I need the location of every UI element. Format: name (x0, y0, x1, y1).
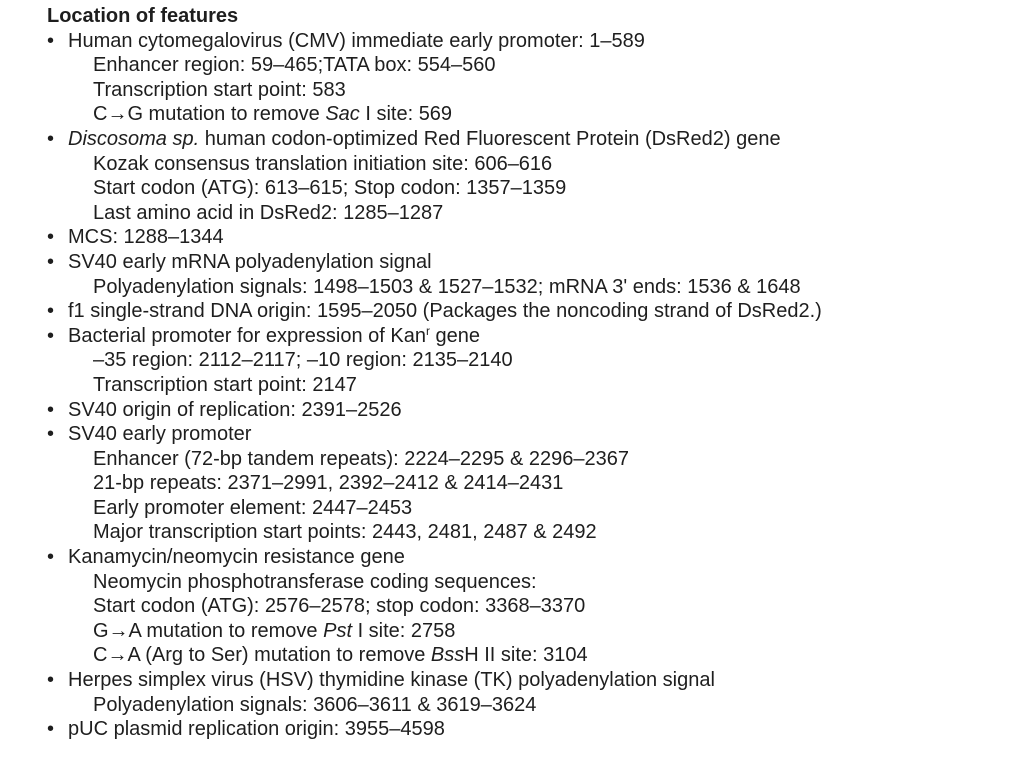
feature-item-text: Human cytomegalovirus (CMV) immediate early promoter: 1–589 (68, 29, 645, 52)
feature-document (47, 4, 1007, 742)
feature-item-text: MCS: 1288–1344 (68, 226, 224, 249)
feature-subitem-italic-text: Sac (325, 103, 360, 126)
feature-item (47, 398, 1007, 423)
feature-subitem-text: C→G mutation to remove (93, 103, 326, 126)
feature-subitem: 21-bp repeats: 2371–2991, 2392–2412 & 2414–2431 (93, 472, 564, 495)
feature-subitem-text: H II site: 3104 (464, 644, 588, 667)
feature-item (47, 225, 1007, 250)
superscript: r (425, 323, 430, 338)
feature-item-text: Bacterial promoter for expression of Kan (68, 324, 426, 347)
feature-item-text: Herpes simplex virus (HSV) thymidine kinase (TK) polyadenylation signal (68, 669, 715, 692)
feature-list (47, 29, 1007, 742)
feature-subitem (47, 643, 1007, 668)
feature-item-text: gene (429, 324, 481, 347)
feature-item (47, 717, 1007, 742)
feature-item-text: Kanamycin/neomycin resistance gene (68, 546, 405, 569)
feature-subitem: Polyadenylation signals: 3606–3611 & 3619–3624 (93, 693, 537, 716)
feature-subitem: Kozak consensus translation initiation site: 606–616 (93, 152, 553, 175)
feature-subitem-text: I site: 2758 (352, 619, 456, 642)
feature-item-text: f1 single-strand DNA origin: 1595–2050 (Packages the noncoding strand of DsRed2.) (68, 300, 822, 323)
bullet-icon: • (47, 398, 55, 421)
feature-subitem: Neomycin phosphotransferase coding sequences: (93, 570, 537, 593)
feature-subitem-text: G→A mutation to remove (93, 619, 324, 642)
bullet-icon: • (47, 29, 55, 52)
bullet-icon: • (47, 250, 55, 273)
bullet-icon: • (47, 669, 55, 692)
feature-subitem: Enhancer region: 59–465;TATA box: 554–560 (93, 54, 496, 77)
feature-item-text: pUC plasmid replication origin: 3955–4598 (68, 718, 445, 741)
document-title: Location of features (47, 5, 239, 27)
feature-item-text: human codon-optimized Red Fluorescent Protein (DsRed2) gene (199, 127, 781, 150)
bullet-icon: • (47, 546, 55, 569)
bullet-icon: • (47, 423, 55, 446)
bullet-icon: • (47, 300, 55, 323)
bullet-icon: • (47, 127, 55, 150)
feature-item-text: SV40 origin of replication: 2391–2526 (68, 398, 402, 421)
feature-subitem-italic-text: Pst (323, 619, 353, 642)
feature-subitem: Last amino acid in DsRed2: 1285–1287 (93, 201, 444, 224)
feature-subitem: Polyadenylation signals: 1498–1503 & 1527–1532; mRNA 3' ends: 1536 & 1648 (93, 275, 801, 298)
feature-subitem: –35 region: 2112–2117; –10 region: 2135–2140 (93, 349, 513, 372)
feature-subitem: Transcription start point: 583 (93, 78, 346, 101)
feature-item-text: SV40 early promoter (68, 423, 252, 446)
feature-subitem (47, 102, 1007, 127)
bullet-icon: • (47, 324, 55, 347)
feature-item (47, 422, 1007, 447)
feature-item (47, 127, 1007, 152)
feature-subitem-italic-text: Bss (430, 644, 465, 667)
feature-subitem-text: C→A (Arg to Ser) mutation to remove (93, 644, 431, 667)
feature-item (47, 324, 1007, 349)
feature-subitem: Early promoter element: 2447–2453 (93, 496, 413, 519)
bullet-icon: • (47, 718, 55, 741)
feature-subitem-text: I site: 569 (359, 103, 453, 126)
feature-subitem (47, 619, 1007, 644)
feature-subitem: Start codon (ATG): 2576–2578; stop codon: 3368–3370 (93, 595, 586, 618)
feature-item (47, 545, 1007, 570)
feature-item-text: SV40 early mRNA polyadenylation signal (68, 250, 432, 273)
feature-item (47, 668, 1007, 693)
feature-subitem: Start codon (ATG): 613–615; Stop codon: 1357–1359 (93, 177, 567, 200)
feature-subitem: Major transcription start points: 2443, 2481, 2487 & 2492 (93, 521, 597, 544)
feature-item (47, 250, 1007, 275)
feature-item-italic-text: Discosoma sp. (68, 127, 200, 150)
feature-subitem: Enhancer (72-bp tandem repeats): 2224–2295 & 2296–2367 (93, 447, 629, 470)
feature-subitem: Transcription start point: 2147 (93, 373, 357, 396)
feature-item (47, 29, 1007, 54)
feature-item (47, 299, 1007, 324)
bullet-icon: • (47, 226, 55, 249)
